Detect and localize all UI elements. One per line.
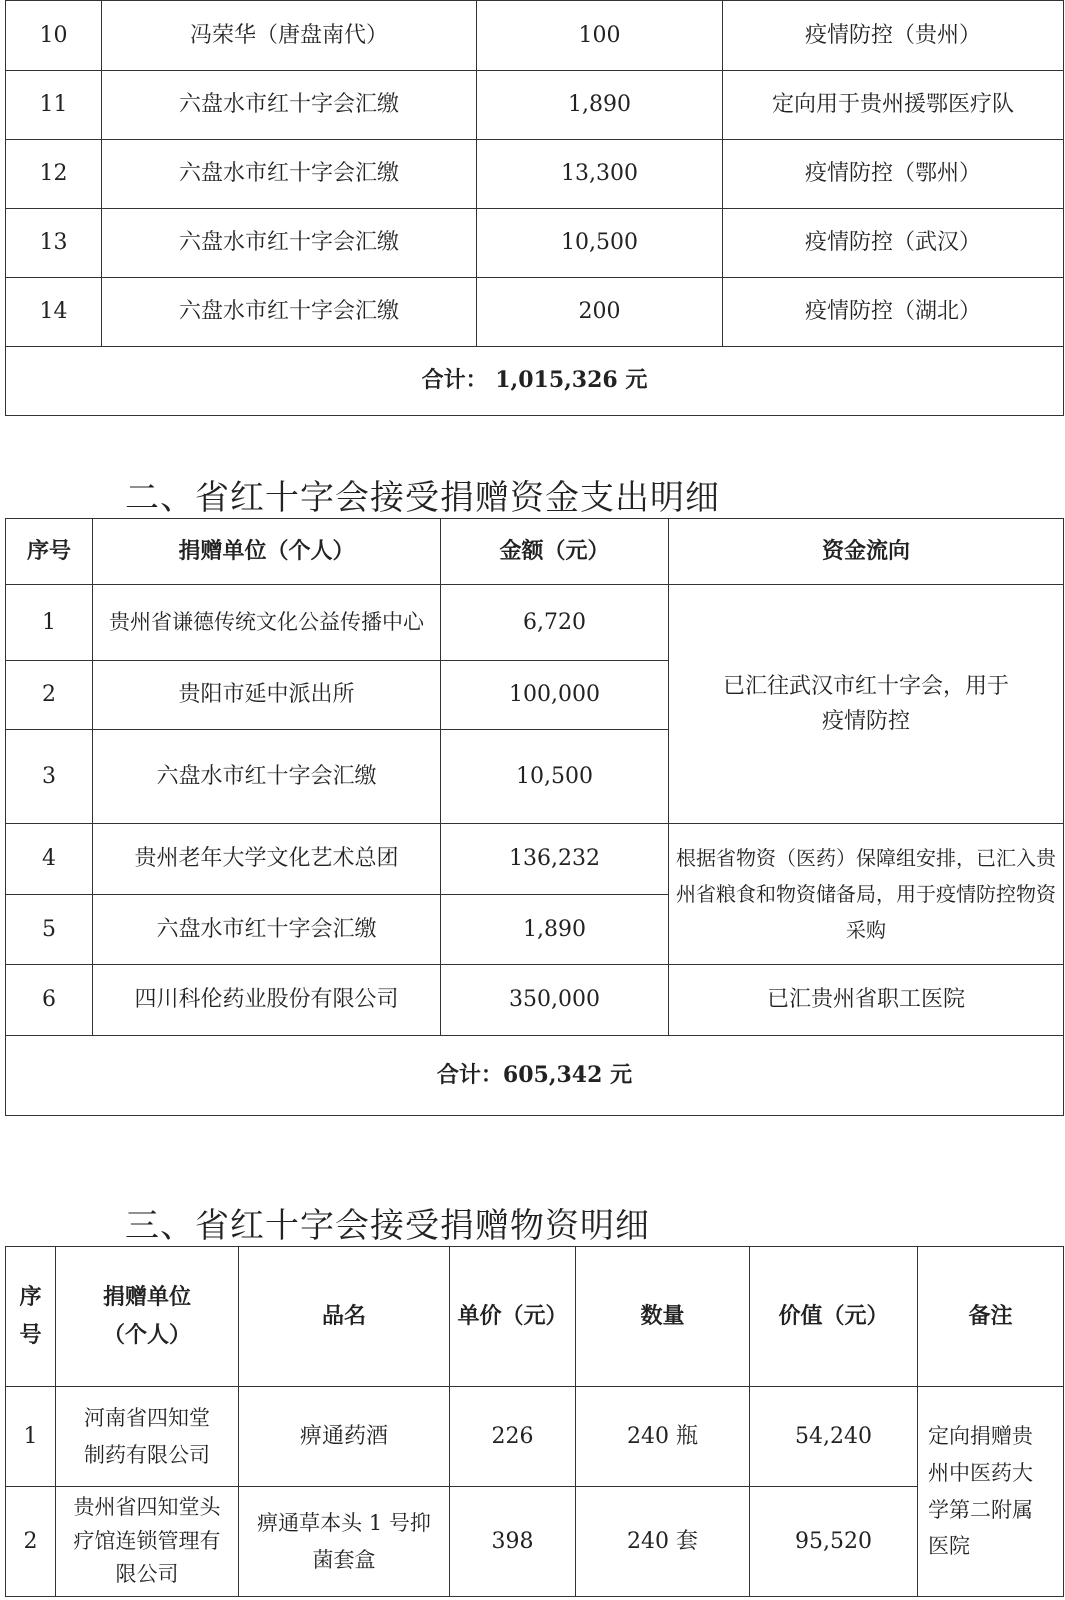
header-note: 备注 [918,1247,1064,1387]
amount: 10,500 [477,209,723,278]
donor-name: 六盘水市红十字会汇缴 [102,140,477,209]
header-item: 品名 [239,1247,450,1387]
row-number: 1 [6,1387,56,1487]
row-number: 5 [6,895,93,965]
total-row [6,1036,1064,1116]
table-row [6,278,1064,347]
row-number: 1 [6,585,93,661]
donor-name: 贵州省四知堂头疗馆连锁管理有限公司 [56,1487,239,1597]
header-price: 单价（元） [450,1247,576,1387]
purpose: 疫情防控（鄂州） [723,140,1064,209]
donor-name: 冯荣华（唐盘南代） [102,1,477,71]
header-flow: 资金流向 [669,519,1064,585]
row-number: 6 [6,965,93,1036]
donor-name: 贵阳市延中派出所 [93,661,441,730]
row-number: 14 [6,278,102,347]
fund-flow-row-6: 已汇贵州省职工医院 [669,965,1064,1036]
total-value: 95,520 [750,1487,918,1597]
table-header-row [6,1247,1064,1387]
amount: 100,000 [441,661,669,730]
header-donor: 捐赠单位（个人） [56,1247,239,1387]
amount: 10,500 [441,730,669,824]
fund-expenditure-table [5,518,1064,1116]
row-number: 11 [6,71,102,140]
table-row [6,824,1064,895]
table-header-row [6,519,1064,585]
table-row [6,1387,1064,1487]
fund-flow-group-1: 已汇往武汉市红十字会，用于疫情防控 [669,585,1064,824]
total-amount: 合计： 1,015,326 元 [6,347,1064,416]
donor-name: 河南省四知堂制药有限公司 [56,1387,239,1487]
purpose: 疫情防控（武汉） [723,209,1064,278]
purpose: 疫情防控（贵州） [723,1,1064,71]
amount: 100 [477,1,723,71]
donor-name: 贵州省谦德传统文化公益传播中心 [93,585,441,661]
row-number: 12 [6,140,102,209]
header-amount: 金额（元） [441,519,669,585]
donor-name: 六盘水市红十字会汇缴 [102,278,477,347]
row-number: 2 [6,1487,56,1597]
amount: 350,000 [441,965,669,1036]
header-qty: 数量 [576,1247,750,1387]
unit-price: 398 [450,1487,576,1597]
remark: 定向捐赠贵州中医药大学第二附属医院 [918,1387,1064,1597]
donation-income-table [5,0,1064,416]
item-name: 痹通草本头 1 号抑菌套盒 [239,1487,450,1597]
quantity: 240 套 [576,1487,750,1597]
table-row [6,965,1064,1036]
quantity: 240 瓶 [576,1387,750,1487]
row-number: 13 [6,209,102,278]
amount: 1,890 [477,71,723,140]
header-donor: 捐赠单位（个人） [93,519,441,585]
table-row [6,1487,1064,1597]
header-value: 价值（元） [750,1247,918,1387]
total-amount: 合计：605,342 元 [6,1036,1064,1116]
amount: 13,300 [477,140,723,209]
table-row [6,1,1064,71]
section-2-title: 二、省红十字会接受捐赠资金支出明细 [125,478,720,518]
total-row [6,347,1064,416]
donor-name: 贵州老年大学文化艺术总团 [93,824,441,895]
row-number: 4 [6,824,93,895]
item-name: 痹通药酒 [239,1387,450,1487]
section-3-title: 三、省红十字会接受捐赠物资明细 [125,1206,650,1246]
table-row [6,140,1064,209]
donor-name: 六盘水市红十字会汇缴 [102,71,477,140]
donor-name: 六盘水市红十字会汇缴 [93,730,441,824]
donor-name: 六盘水市红十字会汇缴 [102,209,477,278]
donor-name: 四川科伦药业股份有限公司 [93,965,441,1036]
row-number: 10 [6,1,102,71]
fund-flow-group-2: 根据省物资（医药）保障组安排，已汇入贵州省粮食和物资储备局，用于疫情防控物资采购 [669,824,1064,965]
purpose: 定向用于贵州援鄂医疗队 [723,71,1064,140]
header-no: 序号 [6,519,93,585]
amount: 6,720 [441,585,669,661]
table-row [6,71,1064,140]
donor-name: 六盘水市红十字会汇缴 [93,895,441,965]
header-no: 序号 [6,1247,56,1387]
table-row [6,209,1064,278]
table-row [6,585,1064,661]
purpose: 疫情防控（湖北） [723,278,1064,347]
amount: 200 [477,278,723,347]
amount: 136,232 [441,824,669,895]
donated-goods-table [5,1246,1064,1597]
row-number: 3 [6,730,93,824]
amount: 1,890 [441,895,669,965]
unit-price: 226 [450,1387,576,1487]
row-number: 2 [6,661,93,730]
total-value: 54,240 [750,1387,918,1487]
